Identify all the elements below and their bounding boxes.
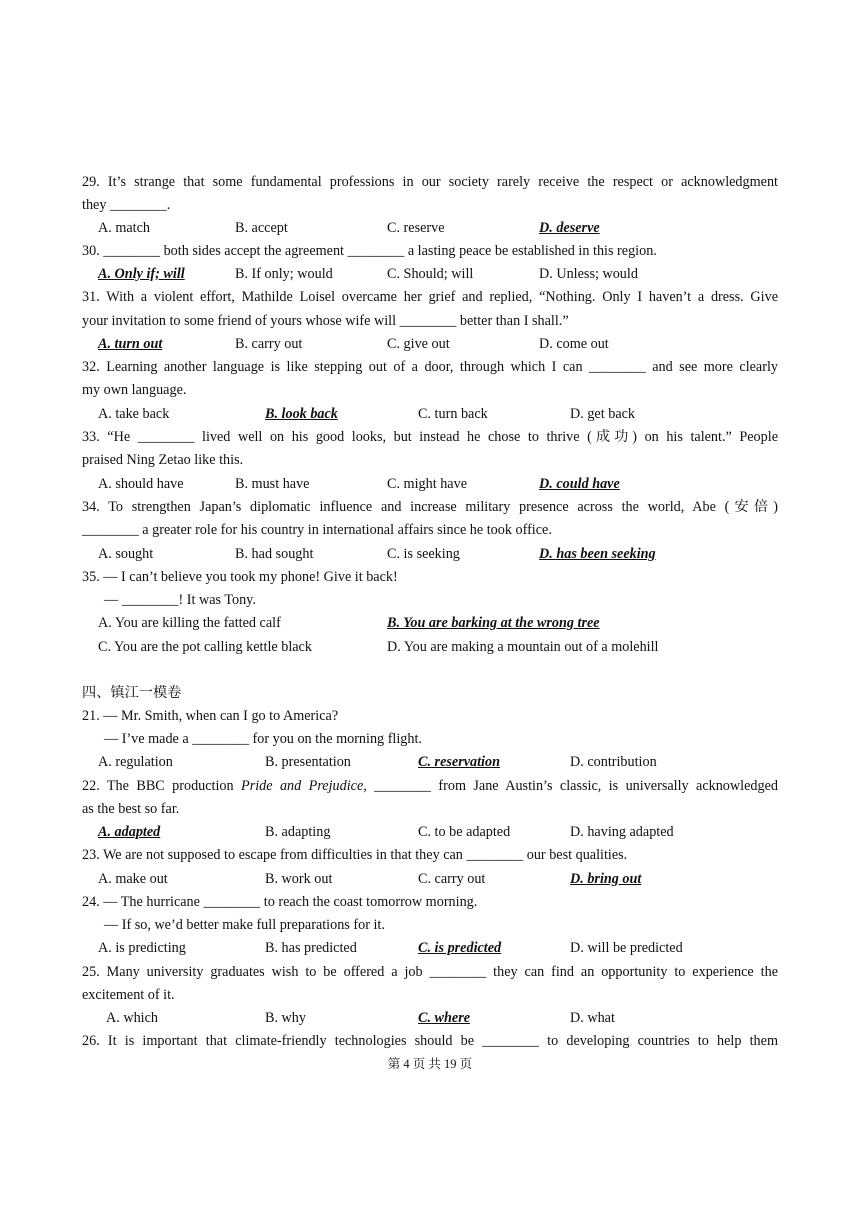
option-b: B. has predicted bbox=[265, 940, 357, 956]
option-a: A. should have bbox=[98, 476, 184, 492]
option-a: A. which bbox=[106, 1010, 159, 1026]
question-stem: 31. With a violent effort, Mathilde Loisel overcame her grief and replied, “Nothing. Only I haven’t a dress. Give bbox=[82, 289, 778, 305]
question-stem: — ________! It was Tony. bbox=[104, 592, 256, 608]
answer-option-d: D. bring out bbox=[570, 871, 642, 887]
option-c: C. Should; will bbox=[387, 266, 474, 282]
option-b: B. must have bbox=[235, 476, 310, 492]
option-d: D. contribution bbox=[570, 754, 657, 770]
question-stem: 24. — The hurricane ________ to reach the coast tomorrow morning. bbox=[82, 894, 478, 910]
option-b: B. adapting bbox=[265, 824, 331, 840]
question-stem: 23. We are not supposed to escape from difficulties in that they can ________ our best qualities. bbox=[82, 847, 628, 863]
book-title: Pride and Prejudice bbox=[241, 778, 364, 794]
option-c: C. is seeking bbox=[387, 546, 460, 562]
answer-option-b: B. look back bbox=[265, 406, 338, 422]
question-stem: ________ a greater role for his country in international affairs since he took office. bbox=[82, 522, 552, 538]
option-d: D. having adapted bbox=[570, 824, 674, 840]
option-d: D. what bbox=[570, 1010, 615, 1026]
option-b: B. accept bbox=[235, 220, 288, 236]
answer-option-b: B. You are barking at the wrong tree bbox=[387, 615, 600, 631]
answer-option-a: A. turn out bbox=[98, 336, 163, 352]
question-stem: — If so, we’d better make full preparations for it. bbox=[104, 917, 385, 933]
question-stem: 35. — I can’t believe you took my phone! Give it back! bbox=[82, 569, 398, 585]
question-stem: 33. “He ________ lived well on his good looks, but instead he chose to thrive (成功) on his talent.” People bbox=[82, 429, 778, 445]
option-c: C. carry out bbox=[418, 871, 486, 887]
question-stem: — I’ve made a ________ for you on the morning flight. bbox=[104, 731, 422, 747]
option-a: A. make out bbox=[98, 871, 168, 887]
option-b: B. presentation bbox=[265, 754, 351, 770]
option-c: C. You are the pot calling kettle black bbox=[98, 639, 312, 655]
stem-text: 22. The BBC production bbox=[82, 778, 242, 794]
answer-option-d: D. has been seeking bbox=[539, 546, 656, 562]
question-stem: 29. It’s strange that some fundamental professions in our society rarely receive the respect or acknowledgment bbox=[82, 174, 778, 190]
page-footer: 第 4 页 共 19 页 bbox=[387, 1057, 473, 1071]
option-d: D. You are making a mountain out of a molehill bbox=[387, 639, 659, 655]
answer-option-d: D. deserve bbox=[539, 220, 600, 236]
option-c: C. turn back bbox=[418, 406, 488, 422]
option-d: D. will be predicted bbox=[570, 940, 683, 956]
question-stem bbox=[82, 777, 778, 795]
answer-option-a: A. Only if; will bbox=[98, 266, 185, 282]
option-a: A. is predicting bbox=[98, 940, 186, 956]
option-a: A. regulation bbox=[98, 754, 173, 770]
option-a: A. sought bbox=[98, 546, 154, 562]
question-stem: my own language. bbox=[82, 382, 187, 398]
question-stem: 30. ________ both sides accept the agreement ________ a lasting peace be established in this region. bbox=[82, 243, 657, 259]
question-stem: as the best so far. bbox=[82, 801, 180, 817]
question-stem: they ________. bbox=[82, 197, 171, 213]
option-b: B. had sought bbox=[235, 546, 314, 562]
option-c: C. reserve bbox=[387, 220, 445, 236]
option-c: C. might have bbox=[387, 476, 467, 492]
option-b: B. why bbox=[265, 1010, 306, 1026]
option-d: D. come out bbox=[539, 336, 609, 352]
answer-option-a: A. adapted bbox=[98, 824, 161, 840]
option-c: C. to be adapted bbox=[418, 824, 511, 840]
question-stem: 32. Learning another language is like stepping out of a door, through which I can ________ and see more clearly bbox=[82, 359, 778, 375]
option-a: A. You are killing the fatted calf bbox=[98, 615, 281, 631]
section-heading: 四、镇江一模卷 bbox=[82, 685, 182, 701]
answer-option-d: D. could have bbox=[539, 476, 620, 492]
question-stem: 25. Many university graduates wish to be offered a job ________ they can find an opportunity to experience the bbox=[82, 964, 778, 980]
stem-text: , ________ from Jane Austin’s classic, is universally acknowledged bbox=[363, 778, 778, 794]
answer-option-c: C. is predicted bbox=[418, 940, 502, 956]
option-b: B. If only; would bbox=[235, 266, 333, 282]
question-stem: praised Ning Zetao like this. bbox=[82, 452, 244, 468]
answer-option-c: C. reservation bbox=[418, 754, 500, 770]
option-b: B. carry out bbox=[235, 336, 303, 352]
option-b: B. work out bbox=[265, 871, 333, 887]
option-a: A. match bbox=[98, 220, 151, 236]
answer-option-c: C. where bbox=[418, 1010, 471, 1026]
option-d: D. Unless; would bbox=[539, 266, 638, 282]
question-stem: 34. To strengthen Japan’s diplomatic influence and increase military presence across the world, Abe (安倍) bbox=[82, 499, 778, 515]
question-stem: your invitation to some friend of yours whose wife will ________ better than I shall.” bbox=[82, 313, 569, 329]
option-c: C. give out bbox=[387, 336, 450, 352]
question-stem: 26. It is important that climate-friendly technologies should be ________ to developing countries to help them bbox=[82, 1033, 778, 1049]
question-stem: excitement of it. bbox=[82, 987, 175, 1003]
question-stem: 21. — Mr. Smith, when can I go to America? bbox=[82, 708, 339, 724]
option-a: A. take back bbox=[98, 406, 170, 422]
option-d: D. get back bbox=[570, 406, 636, 422]
